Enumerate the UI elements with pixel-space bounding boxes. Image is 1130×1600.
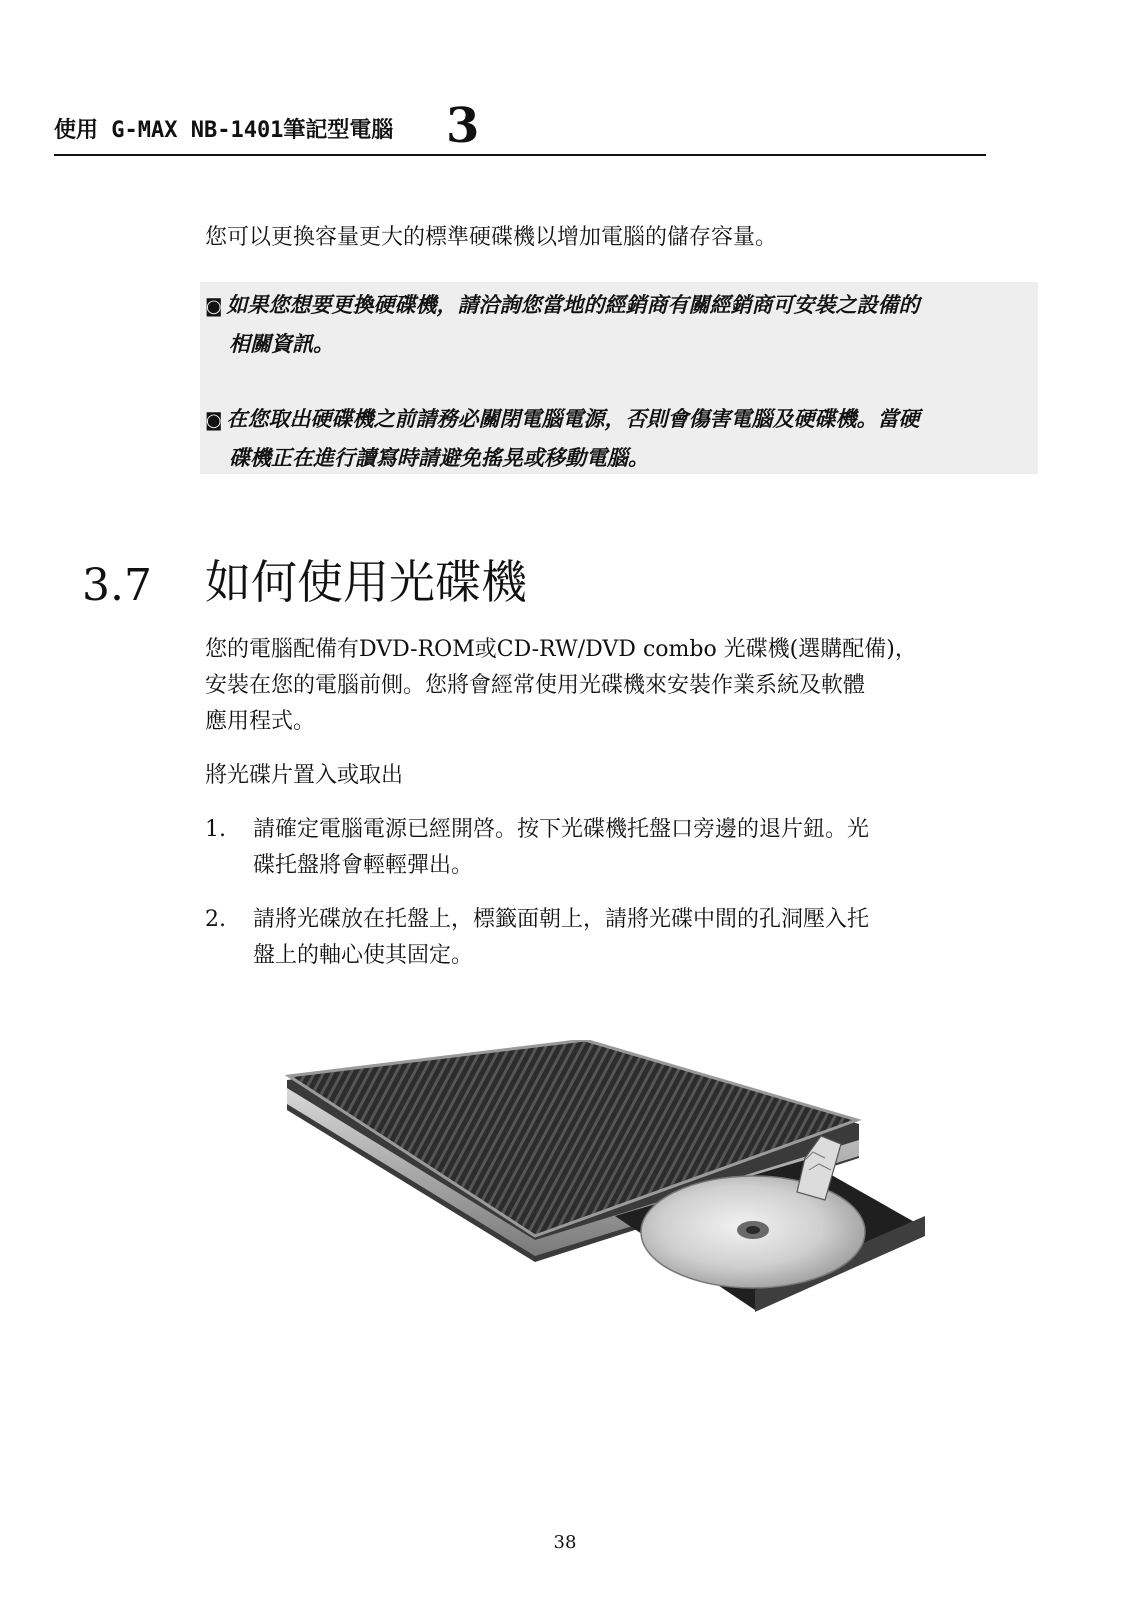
note-bullet-icon: ◙ (205, 410, 223, 431)
note-1-line-2: 相關資訊。 (229, 331, 334, 356)
step-2-text (253, 902, 1033, 974)
note-2-line-1: 在您取出硬碟機之前請務必關閉電腦電源，否則會傷害電腦及硬碟機。當硬 (226, 406, 920, 431)
note-2 (205, 400, 1031, 476)
laptop-drive-image (285, 1040, 955, 1360)
body-line-2: 安裝在您的電腦前側。您將會經常使用光碟機來安裝作業系統及軟體 (205, 673, 866, 698)
step-2-line-1: 請將光碟放在托盤上，標籤面朝上，請將光碟中間的孔洞壓入托 (253, 907, 870, 932)
body-line-3: 應用程式。 (205, 709, 316, 734)
body-paragraph (205, 632, 1035, 740)
page-number: 38 (553, 1532, 577, 1553)
step-1-line-1: 請確定電腦電源已經開啓。按下光碟機托盤口旁邊的退片鈕。光 (253, 817, 870, 842)
step-2-line-2: 盤上的軸心使其固定。 (253, 943, 474, 968)
note-2-line-2: 碟機正在進行讀寫時請避免搖晃或移動電腦。 (229, 445, 649, 470)
page-header (54, 88, 986, 156)
note-1 (205, 286, 1031, 362)
intro-paragraph: 您可以更換容量更大的標準硬碟機以增加電腦的儲存容量。 (205, 225, 778, 250)
subheading: 將光碟片置入或取出 (205, 763, 404, 788)
note-bullet-icon: ◙ (205, 296, 223, 317)
section-number: 3.7 (82, 560, 152, 611)
step-1-text (253, 812, 1033, 884)
note-1-line-1: 如果您想要更換硬碟機，請洽詢您當地的經銷商有關經銷商可安裝之設備的 (226, 292, 920, 317)
body-line-1: 您的電腦配備有DVD-ROM或CD-RW/DVD combo 光碟機(選購配備)， (205, 637, 917, 662)
notes-box (200, 282, 1038, 474)
header-title: 使用 G-MAX NB-1401筆記型電腦 (54, 118, 394, 143)
section-title: 如何使用光碟機 (205, 555, 527, 609)
step-1-line-2: 碟托盤將會輕輕彈出。 (253, 853, 474, 878)
step-number: 2. (205, 907, 226, 932)
laptop-optical-drive-illustration (285, 1040, 955, 1360)
step-number: 1. (205, 817, 226, 842)
chapter-number: 3 (446, 98, 480, 154)
